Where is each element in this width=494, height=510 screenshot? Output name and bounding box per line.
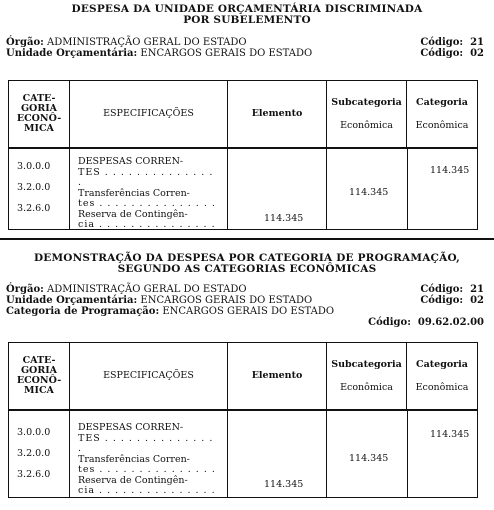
header-cat2-line2: Econômica: [415, 120, 469, 131]
header-subcategoria: [327, 81, 407, 147]
orgao-code: 21: [470, 284, 484, 295]
spec-line: TES . . . . . . . . . . . . . . .: [78, 166, 214, 188]
table-1-body: [9, 149, 477, 229]
spec-line: TES . . . . . . . . . . . . . . .: [78, 432, 214, 454]
spec-line: DESPESAS CORREN-: [78, 422, 184, 433]
unidade-value: ENCARGOS GERAIS DO ESTADO: [140, 48, 313, 59]
header-cat2-line1: Categoria: [416, 359, 468, 370]
spec-text: [78, 157, 218, 231]
code-3260: 3.2.6.0: [17, 203, 51, 214]
orgao-code-label: Código:: [420, 37, 464, 48]
header-cat-line3: ECONÔ-: [16, 113, 62, 124]
orgao-value: ADMINISTRAÇÃO GERAL DO ESTADO: [47, 37, 247, 48]
spec-line: DESPESAS CORREN-: [78, 156, 184, 167]
section1-title: [0, 4, 494, 26]
orgao-label: Órgão:: [6, 284, 44, 295]
subcategoria-value: 114.345: [349, 187, 389, 198]
spec-line: tes . . . . . . . . . . . . . . .: [78, 198, 216, 209]
header-cat-line2: GORIA: [20, 365, 58, 376]
categoria-column: [408, 149, 477, 229]
unidade-value: ENCARGOS GERAIS DO ESTADO: [140, 295, 313, 306]
orgao-row: [6, 37, 484, 48]
spec-line: Reserva de Contingên-: [78, 208, 188, 220]
header-cat-line2: GORIA: [20, 103, 58, 114]
header-cat2-line1: Categoria: [416, 97, 468, 108]
header-subcat-line1: Subcategoria: [331, 97, 402, 108]
categoria-value: ENCARGOS GERAIS DO ESTADO: [162, 306, 335, 317]
header-subcategoria: [327, 343, 407, 409]
code-3200: 3.2.0.0: [17, 448, 51, 459]
unidade-code-label: Código:: [420, 48, 464, 59]
code-3200: 3.2.0.0: [17, 182, 51, 193]
header-cat-line3: ECONÔ-: [16, 375, 62, 386]
orgao-value: ADMINISTRAÇÃO GERAL DO ESTADO: [47, 284, 247, 295]
header-categoria: [407, 81, 477, 147]
elemento-value: 114.345: [264, 213, 304, 224]
section1-title-line1: DESPESA DA UNIDADE ORÇAMENTÁRIA DISCRIMINADA: [71, 3, 423, 15]
subcategoria-column: [327, 149, 408, 229]
unidade-label: Unidade Orçamentária:: [6, 48, 138, 59]
header-cat-line4: MICA: [24, 385, 54, 396]
spec-line: Reserva de Contingên-: [78, 474, 188, 486]
subcategoria-value: 114.345: [349, 453, 389, 464]
header-categoria-economica: [9, 343, 70, 409]
categoria-column: [408, 411, 477, 497]
header-cat-line1: CATE-: [22, 355, 56, 366]
header-subcat-line2: Econômica: [340, 382, 393, 393]
categoria-value: 114.345: [430, 165, 470, 176]
section1-meta: [6, 37, 484, 59]
categoria-label: Categoria de Programação:: [6, 306, 160, 317]
header-especificacoes: ESPECIFICAÇÕES: [70, 343, 228, 409]
categoria-value: 114.345: [430, 429, 470, 440]
section2-title-line1: DEMONSTRAÇÃO DA DESPESA POR CATEGORIA DE PROGRAMAÇÃO,: [33, 252, 461, 264]
elemento-column: [228, 149, 327, 229]
orgao-code-label: Código:: [420, 284, 464, 295]
unidade-code-label: Código:: [420, 295, 464, 306]
section2-title: [0, 253, 494, 275]
header-categoria-economica: [9, 81, 70, 147]
categoria-row: [6, 306, 484, 317]
subcategoria-column: [327, 411, 408, 497]
code-3000: 3.0.0.0: [17, 427, 51, 438]
code-3260: 3.2.6.0: [17, 469, 51, 480]
header-elemento: Elemento: [228, 81, 327, 147]
header-elemento: Elemento: [228, 343, 327, 409]
unidade-row: [6, 48, 484, 59]
header-cat-line4: MICA: [24, 123, 54, 134]
spec-text: [78, 423, 218, 497]
codes-column: [9, 411, 70, 497]
section1-title-line2: POR SUBELEMENTO: [183, 14, 311, 26]
categoria-code-row: [6, 317, 484, 328]
unidade-row: [6, 295, 484, 306]
orgao-row: [6, 284, 484, 295]
unidade-code: 02: [470, 48, 484, 59]
table-2: [8, 342, 478, 498]
elemento-value: 114.345: [264, 479, 304, 490]
spec-column: [70, 411, 228, 497]
section2-title-line2: SEGUNDO AS CATEGORIAS ECONÔMICAS: [117, 263, 377, 275]
spec-line: Transferências Corren-: [78, 187, 190, 199]
categoria-code: 09.62.02.00: [417, 317, 484, 328]
header-subcat-line1: Subcategoria: [331, 359, 402, 370]
spec-line: cia . . . . . . . . . . . . . . .: [78, 219, 216, 230]
unidade-label: Unidade Orçamentária:: [6, 295, 138, 306]
categoria-code-label: Código:: [368, 317, 411, 328]
orgao-label: Órgão:: [6, 37, 44, 48]
spec-column: [70, 149, 228, 229]
orgao-code: 21: [470, 37, 484, 48]
unidade-code: 02: [470, 295, 484, 306]
codes-column: [9, 149, 70, 229]
header-cat2-line2: Econômica: [415, 382, 469, 393]
spec-line: Transferências Corren-: [78, 453, 190, 465]
section2-meta: [6, 284, 484, 328]
header-especificacoes: ESPECIFICAÇÕES: [70, 81, 228, 147]
spec-line: tes . . . . . . . . . . . . . . .: [78, 464, 216, 475]
table-1-header: [9, 81, 477, 149]
table-1: [8, 80, 478, 230]
spec-line: cia . . . . . . . . . . . . . . .: [78, 485, 216, 496]
table-2-body: [9, 411, 477, 497]
header-cat-line1: CATE-: [22, 93, 56, 104]
header-subcat-line2: Econômica: [340, 120, 393, 131]
table-2-header: [9, 343, 477, 411]
header-categoria: [407, 343, 477, 409]
section-divider: [0, 238, 494, 240]
elemento-column: [228, 411, 327, 497]
code-3000: 3.0.0.0: [17, 161, 51, 172]
